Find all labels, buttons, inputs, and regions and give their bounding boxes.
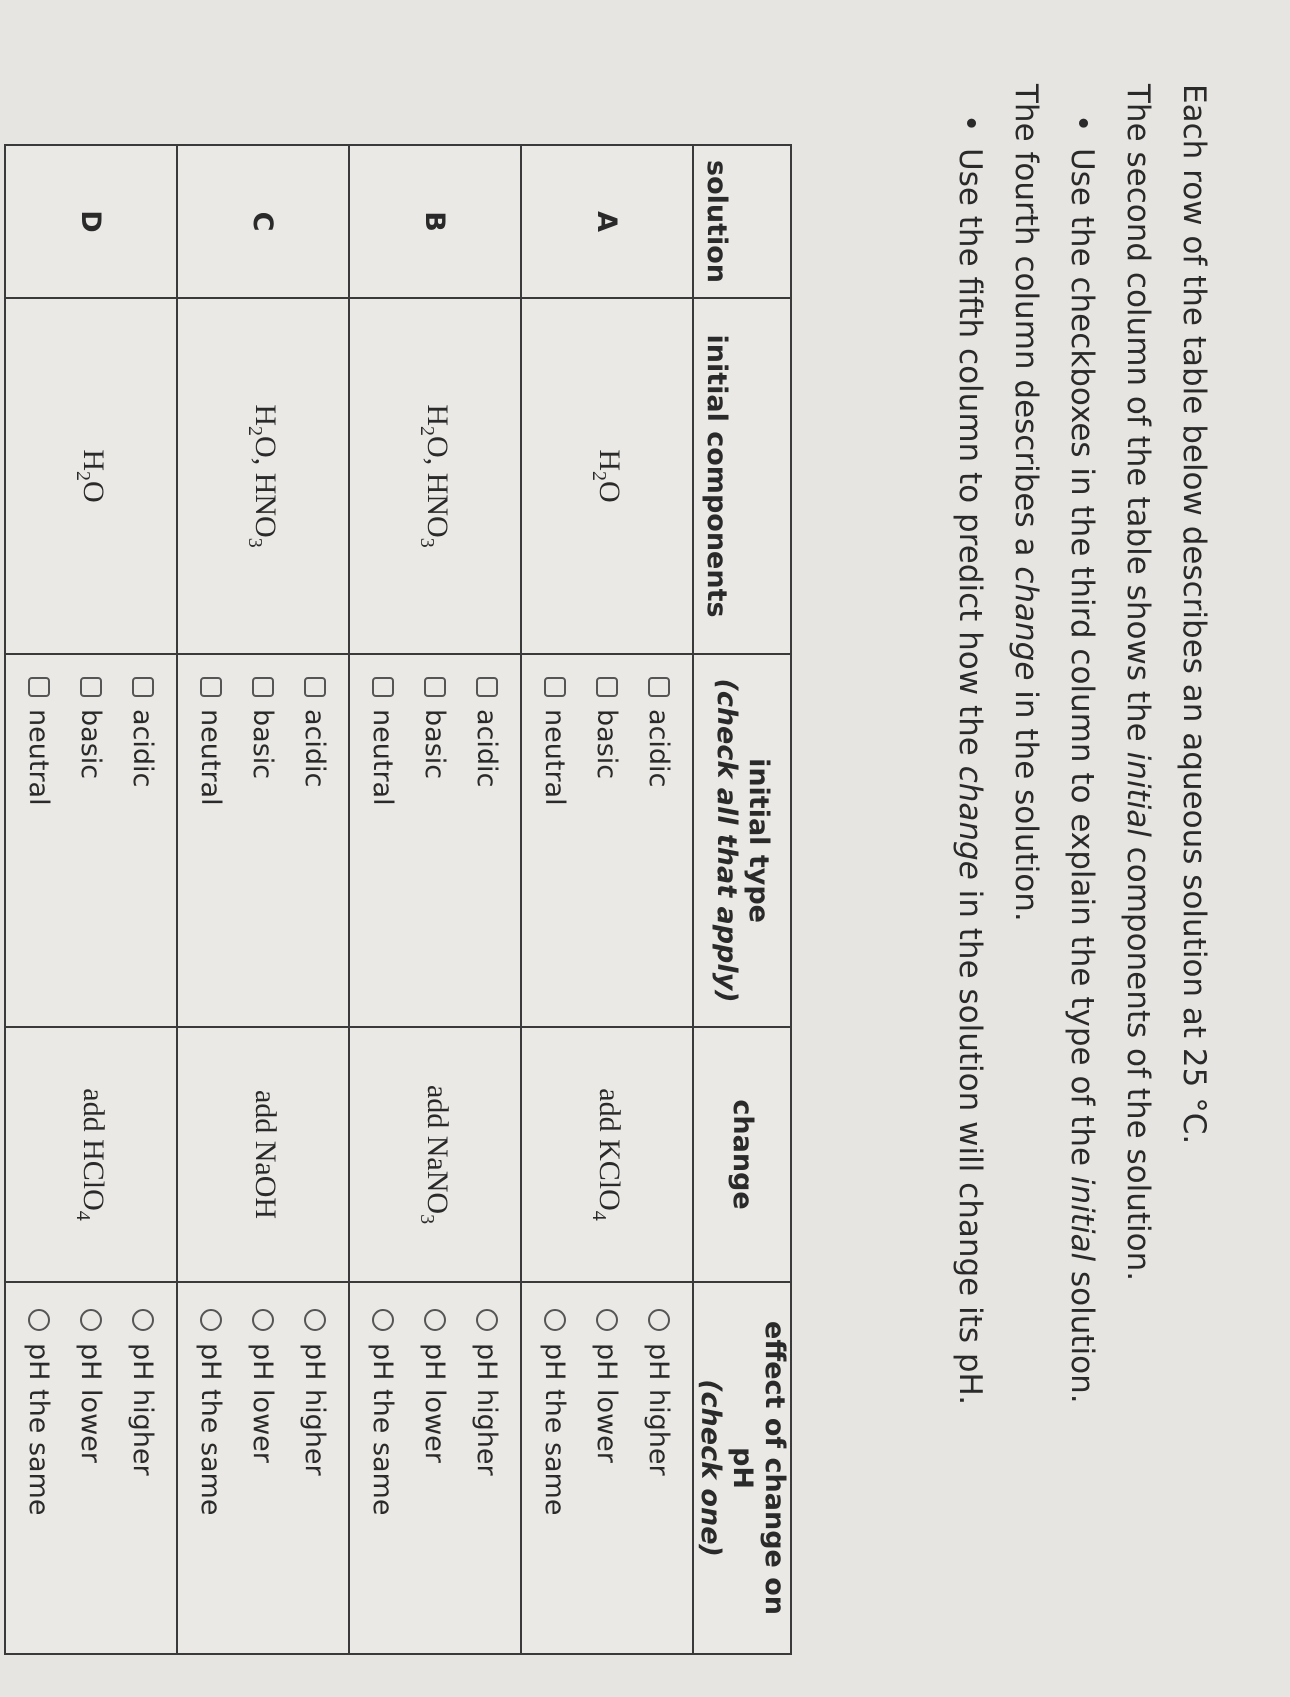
type-option-basic[interactable] xyxy=(409,677,461,1012)
type-option-basic[interactable] xyxy=(237,677,289,1012)
option-label: acidic xyxy=(643,709,675,788)
option-label: pH higher xyxy=(127,1343,159,1476)
option-label: neutral xyxy=(539,709,571,806)
radio-button[interactable] xyxy=(372,1309,394,1331)
option-label: basic xyxy=(247,709,279,780)
radio-button[interactable] xyxy=(132,1309,154,1331)
formula-part: O, HNO xyxy=(421,436,455,538)
radio-button[interactable] xyxy=(28,1309,50,1331)
option-label: pH higher xyxy=(471,1343,503,1476)
instructions xyxy=(942,84,1222,1644)
temperature-text: 25 °C. xyxy=(1176,1047,1212,1145)
formula-subscript: 4 xyxy=(588,1210,611,1221)
instruction-line-3 xyxy=(998,84,1054,1644)
option-label: pH higher xyxy=(643,1343,675,1476)
checkbox[interactable] xyxy=(648,677,670,697)
option-label: acidic xyxy=(299,709,331,788)
option-label: pH the same xyxy=(539,1343,571,1516)
header-effect-note: (check one) xyxy=(695,1379,726,1557)
header-initial-type-note: (check all that apply) xyxy=(711,678,742,1003)
effect-option[interactable] xyxy=(237,1309,289,1639)
emphasis-text: change xyxy=(1008,566,1044,681)
formula-part: O, HNO xyxy=(249,436,283,538)
solutions-table xyxy=(4,144,792,1655)
formula-part: add NaNO xyxy=(421,1084,455,1215)
solution-label: D xyxy=(5,145,177,298)
change-formula xyxy=(250,1090,283,1219)
formula-part: H xyxy=(77,449,111,472)
instruction-text: The second column of the table shows the xyxy=(1120,84,1156,752)
instruction-text: The fourth column describes a xyxy=(1008,84,1044,567)
checkbox[interactable] xyxy=(252,677,274,697)
effect-option[interactable] xyxy=(289,1309,341,1639)
change-cell xyxy=(521,1027,693,1282)
header-effect-title: effect of change on pH xyxy=(727,1321,790,1616)
initial-type-cell xyxy=(177,654,349,1027)
option-label: basic xyxy=(75,709,107,780)
header-initial-type-title: initial type xyxy=(743,758,774,923)
header-effect xyxy=(693,1282,791,1654)
initial-type-cell xyxy=(5,654,177,1027)
formula-subscript: 3 xyxy=(416,537,439,548)
header-change: change xyxy=(693,1027,791,1282)
type-option-acidic[interactable] xyxy=(289,677,341,1012)
effect-option[interactable] xyxy=(461,1309,513,1639)
effect-option[interactable] xyxy=(13,1309,65,1639)
radio-button[interactable] xyxy=(304,1309,326,1331)
radio-button[interactable] xyxy=(200,1309,222,1331)
table-row xyxy=(349,145,521,1654)
initial-type-cell xyxy=(349,654,521,1027)
formula-subscript: 3 xyxy=(416,1214,439,1225)
instruction-bullet-1 xyxy=(1054,84,1110,1644)
radio-button[interactable] xyxy=(476,1309,498,1331)
option-label: neutral xyxy=(23,709,55,806)
bullet-icon: • xyxy=(1064,114,1100,133)
table-header-row xyxy=(693,145,791,1654)
emphasis-text: initial xyxy=(1064,1175,1100,1262)
initial-components-cell xyxy=(349,298,521,654)
table-row xyxy=(5,145,177,1654)
effect-option[interactable] xyxy=(185,1309,237,1639)
checkbox[interactable] xyxy=(132,677,154,697)
radio-button[interactable] xyxy=(424,1309,446,1331)
formula-part: add NaOH xyxy=(249,1089,283,1220)
component-formula xyxy=(416,404,455,548)
initial-type-cell xyxy=(521,654,693,1027)
type-option-acidic[interactable] xyxy=(633,677,685,1012)
type-option-neutral[interactable] xyxy=(357,677,409,1012)
instruction-text: Use the fifth column to predict how the xyxy=(952,148,988,766)
formula-part: O xyxy=(593,481,627,503)
solution-label: C xyxy=(177,145,349,298)
header-initial-type xyxy=(693,654,791,1027)
change-cell xyxy=(349,1027,521,1282)
checkbox[interactable] xyxy=(544,677,566,697)
checkbox[interactable] xyxy=(424,677,446,697)
checkbox[interactable] xyxy=(80,677,102,697)
component-formula xyxy=(244,404,283,548)
option-label: acidic xyxy=(127,709,159,788)
change-cell xyxy=(5,1027,177,1282)
type-option-acidic[interactable] xyxy=(461,677,513,1012)
instruction-text: in the solution. xyxy=(1008,680,1044,922)
type-option-neutral[interactable] xyxy=(13,677,65,1012)
option-label: pH the same xyxy=(367,1343,399,1516)
emphasis-text: initial xyxy=(1120,751,1156,837)
component-formula xyxy=(72,449,111,503)
formula-subscript: 3 xyxy=(244,537,267,548)
effect-option[interactable] xyxy=(529,1309,581,1639)
formula-part: H xyxy=(593,449,627,472)
initial-components-cell xyxy=(177,298,349,654)
change-cell xyxy=(177,1027,349,1282)
option-label: basic xyxy=(591,709,623,780)
table-row xyxy=(177,145,349,1654)
effect-option[interactable] xyxy=(581,1309,633,1639)
emphasis-text: change xyxy=(952,765,988,880)
effect-option[interactable] xyxy=(357,1309,409,1639)
checkbox[interactable] xyxy=(304,677,326,697)
instruction-line-2 xyxy=(1110,84,1166,1644)
radio-button[interactable] xyxy=(596,1309,618,1331)
solution-label: B xyxy=(349,145,521,298)
formula-part: O xyxy=(77,481,111,503)
option-label: pH lower xyxy=(419,1343,451,1463)
change-formula xyxy=(72,1088,111,1221)
option-label: pH lower xyxy=(591,1343,623,1463)
checkbox[interactable] xyxy=(372,677,394,697)
option-label: pH lower xyxy=(247,1343,279,1463)
option-label: pH lower xyxy=(75,1343,107,1463)
header-solution: solution xyxy=(693,145,791,298)
header-components: initial components xyxy=(693,298,791,654)
formula-subscript: 4 xyxy=(72,1210,95,1221)
instruction-text: Use the checkboxes in the third column to explain the type of the xyxy=(1064,148,1100,1176)
radio-button[interactable] xyxy=(80,1309,102,1331)
radio-button[interactable] xyxy=(648,1309,670,1331)
type-option-neutral[interactable] xyxy=(529,677,581,1012)
instruction-text: components of the solution. xyxy=(1120,836,1156,1282)
option-label: neutral xyxy=(367,709,399,806)
effect-option[interactable] xyxy=(65,1309,117,1639)
instruction-text: solution. xyxy=(1064,1261,1100,1404)
checkbox[interactable] xyxy=(28,677,50,697)
checkbox[interactable] xyxy=(476,677,498,697)
effect-option[interactable] xyxy=(409,1309,461,1639)
option-label: pH the same xyxy=(195,1343,227,1516)
checkbox[interactable] xyxy=(200,677,222,697)
formula-subscript: 2 xyxy=(416,426,439,437)
solution-label: A xyxy=(521,145,693,298)
table-body xyxy=(5,145,693,1654)
initial-components-cell xyxy=(5,298,177,654)
table-row xyxy=(521,145,693,1654)
change-formula xyxy=(416,1084,455,1225)
formula-subscript: 2 xyxy=(72,471,95,482)
effect-option[interactable] xyxy=(117,1309,169,1639)
effect-cell xyxy=(521,1282,693,1654)
formula-part: H xyxy=(421,404,455,427)
formula-subscript: 2 xyxy=(588,471,611,482)
effect-option[interactable] xyxy=(633,1309,685,1639)
type-option-basic[interactable] xyxy=(65,677,117,1012)
instruction-line-1 xyxy=(1166,84,1222,1644)
option-label: pH the same xyxy=(23,1343,55,1516)
option-label: neutral xyxy=(195,709,227,806)
radio-button[interactable] xyxy=(544,1309,566,1331)
instruction-bullet-2 xyxy=(942,84,998,1644)
radio-button[interactable] xyxy=(252,1309,274,1331)
formula-part: add HClO xyxy=(77,1088,111,1211)
component-formula xyxy=(588,449,627,503)
instruction-text: in the solution will change its pH. xyxy=(952,879,988,1406)
effect-cell xyxy=(5,1282,177,1654)
bullet-icon: • xyxy=(952,114,988,133)
option-label: pH higher xyxy=(299,1343,331,1476)
initial-components-cell xyxy=(521,298,693,654)
effect-cell xyxy=(177,1282,349,1654)
effect-cell xyxy=(349,1282,521,1654)
change-formula xyxy=(588,1088,627,1221)
type-option-basic[interactable] xyxy=(581,677,633,1012)
checkbox[interactable] xyxy=(596,677,618,697)
formula-part: add KClO xyxy=(593,1088,627,1211)
option-label: basic xyxy=(419,709,451,780)
type-option-neutral[interactable] xyxy=(185,677,237,1012)
instruction-text: Each row of the table below describes an aqueous solution at xyxy=(1176,84,1212,1048)
formula-subscript: 2 xyxy=(244,426,267,437)
option-label: acidic xyxy=(471,709,503,788)
type-option-acidic[interactable] xyxy=(117,677,169,1012)
formula-part: H xyxy=(249,404,283,427)
